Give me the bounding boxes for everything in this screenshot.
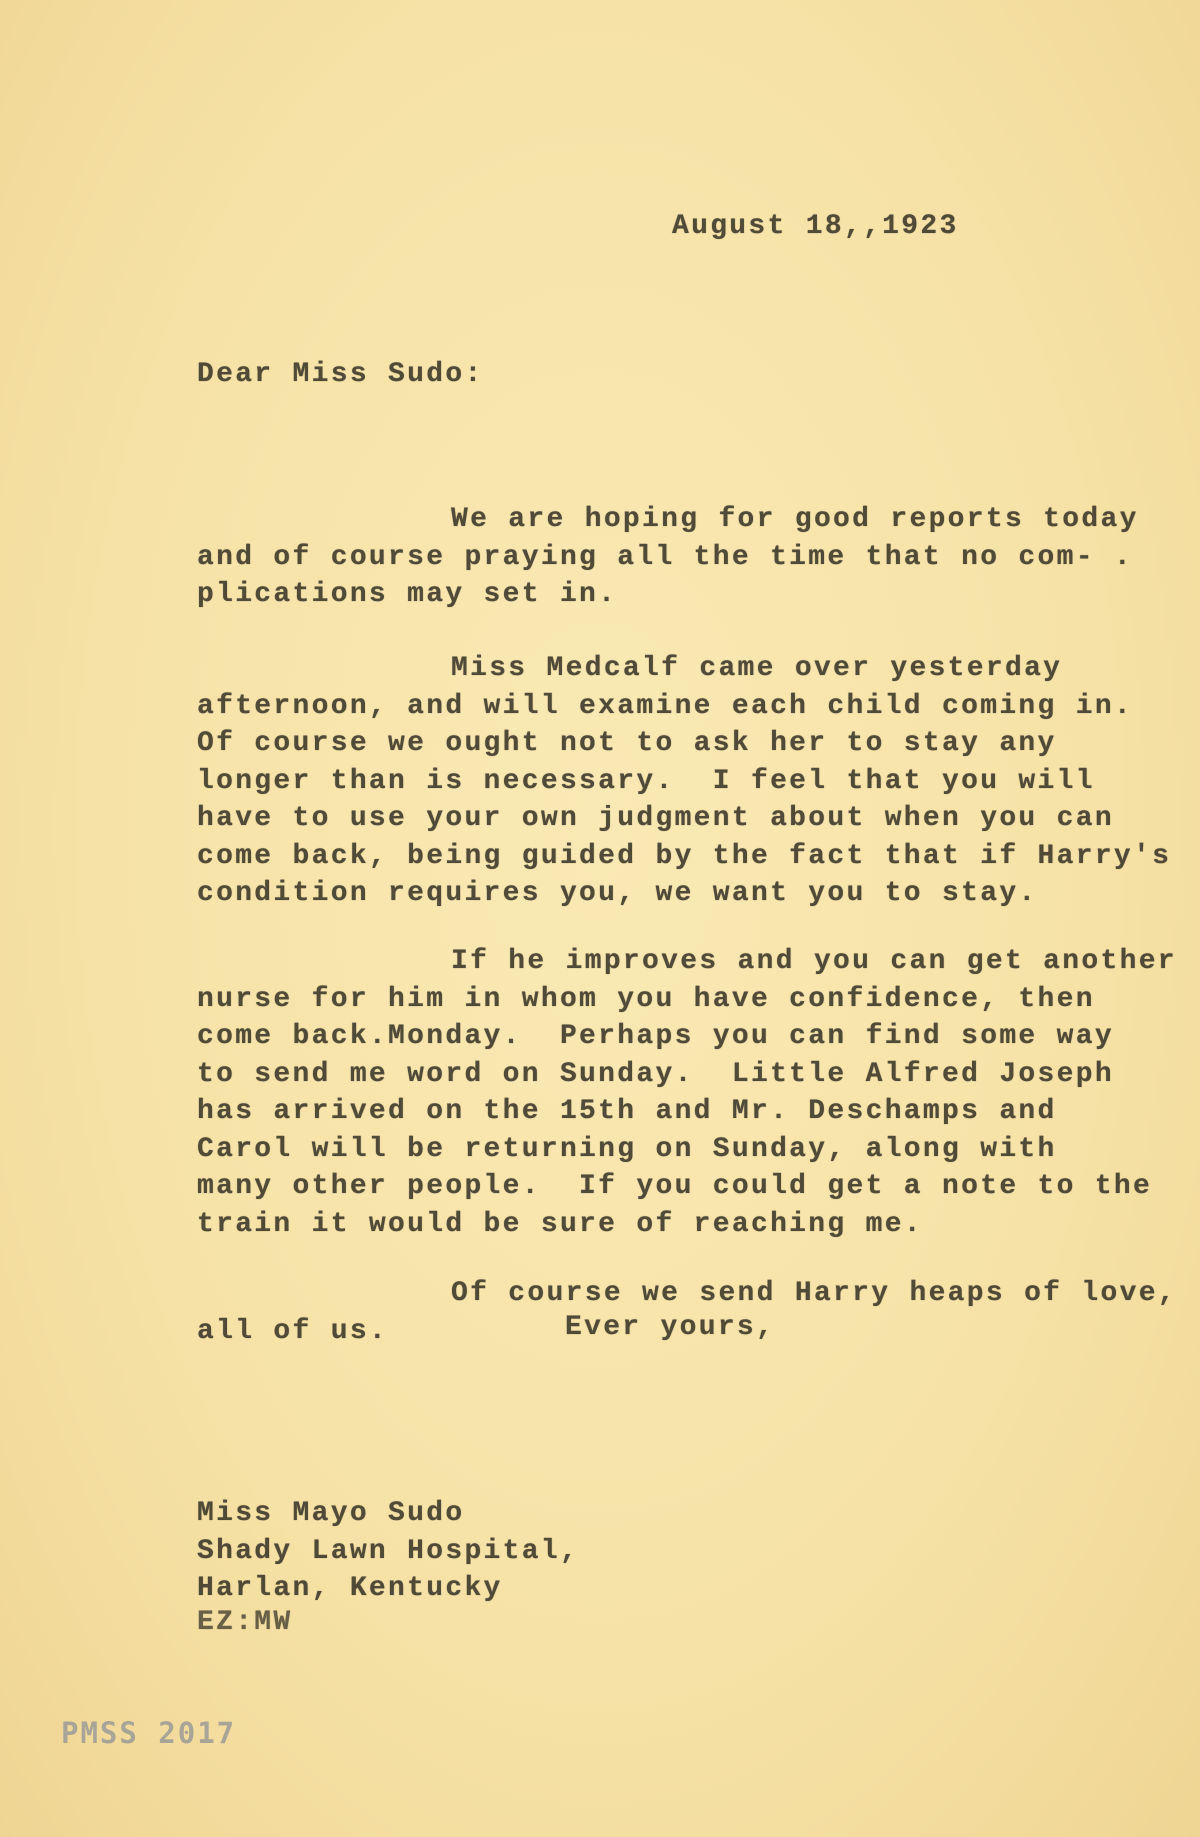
text-line: to send me word on Sunday. Little Alfred Joseph [197,1058,1114,1090]
text-line: has arrived on the 15th and Mr. Deschamps and [197,1096,1057,1127]
text-line: condition requires you, we want you to stay. [197,878,1038,909]
text-line: and of course praying all the time that no com- . [197,541,1134,573]
text-line: Of course we send Harry heaps of love, [451,1278,1177,1309]
text-line: longer than is necessary. I feel that you will [197,765,1095,797]
text-line: nurse for him in whom you have confidence, then [197,983,1095,1015]
letter-date: August 18,,1923 [672,211,959,242]
text-line: Carol will be returning on Sunday, along with [197,1133,1057,1165]
salutation: Dear Miss Sudo: [197,359,484,390]
text-line: all of us. [197,1315,389,1347]
address-line: Harlan, Kentucky [197,1573,503,1604]
text-line: plications may set in. [197,579,618,610]
text-line: Of course we ought not to ask her to stay any [197,728,1057,759]
address-line: Shady Lawn Hospital, [197,1535,580,1567]
watermark: PMSS 2017 [61,1716,237,1750]
typist-initials: EZ:MW [197,1607,293,1638]
text-line: have to use your own judgment about when you can [197,803,1114,834]
text-line: many other people. If you could get a note to the [197,1171,1153,1202]
paragraph-4 [197,1200,1177,1388]
text-line: Miss Medcalf came over yesterday [451,653,1063,684]
text-line: If he improves and you can get another [451,946,1177,977]
text-line: afternoon, and will examine each child coming in. [197,690,1134,722]
text-line: come back, being guided by the fact that if Harry's [197,840,1172,872]
text-line: come back.Monday. Perhaps you can find some way [197,1021,1114,1052]
text-line: train it would be sure of reaching me. [197,1208,923,1240]
closing: Ever yours, [565,1312,776,1343]
text-line: We are hoping for good reports today [451,504,1139,535]
address-line: Miss Mayo Sudo [197,1498,465,1529]
